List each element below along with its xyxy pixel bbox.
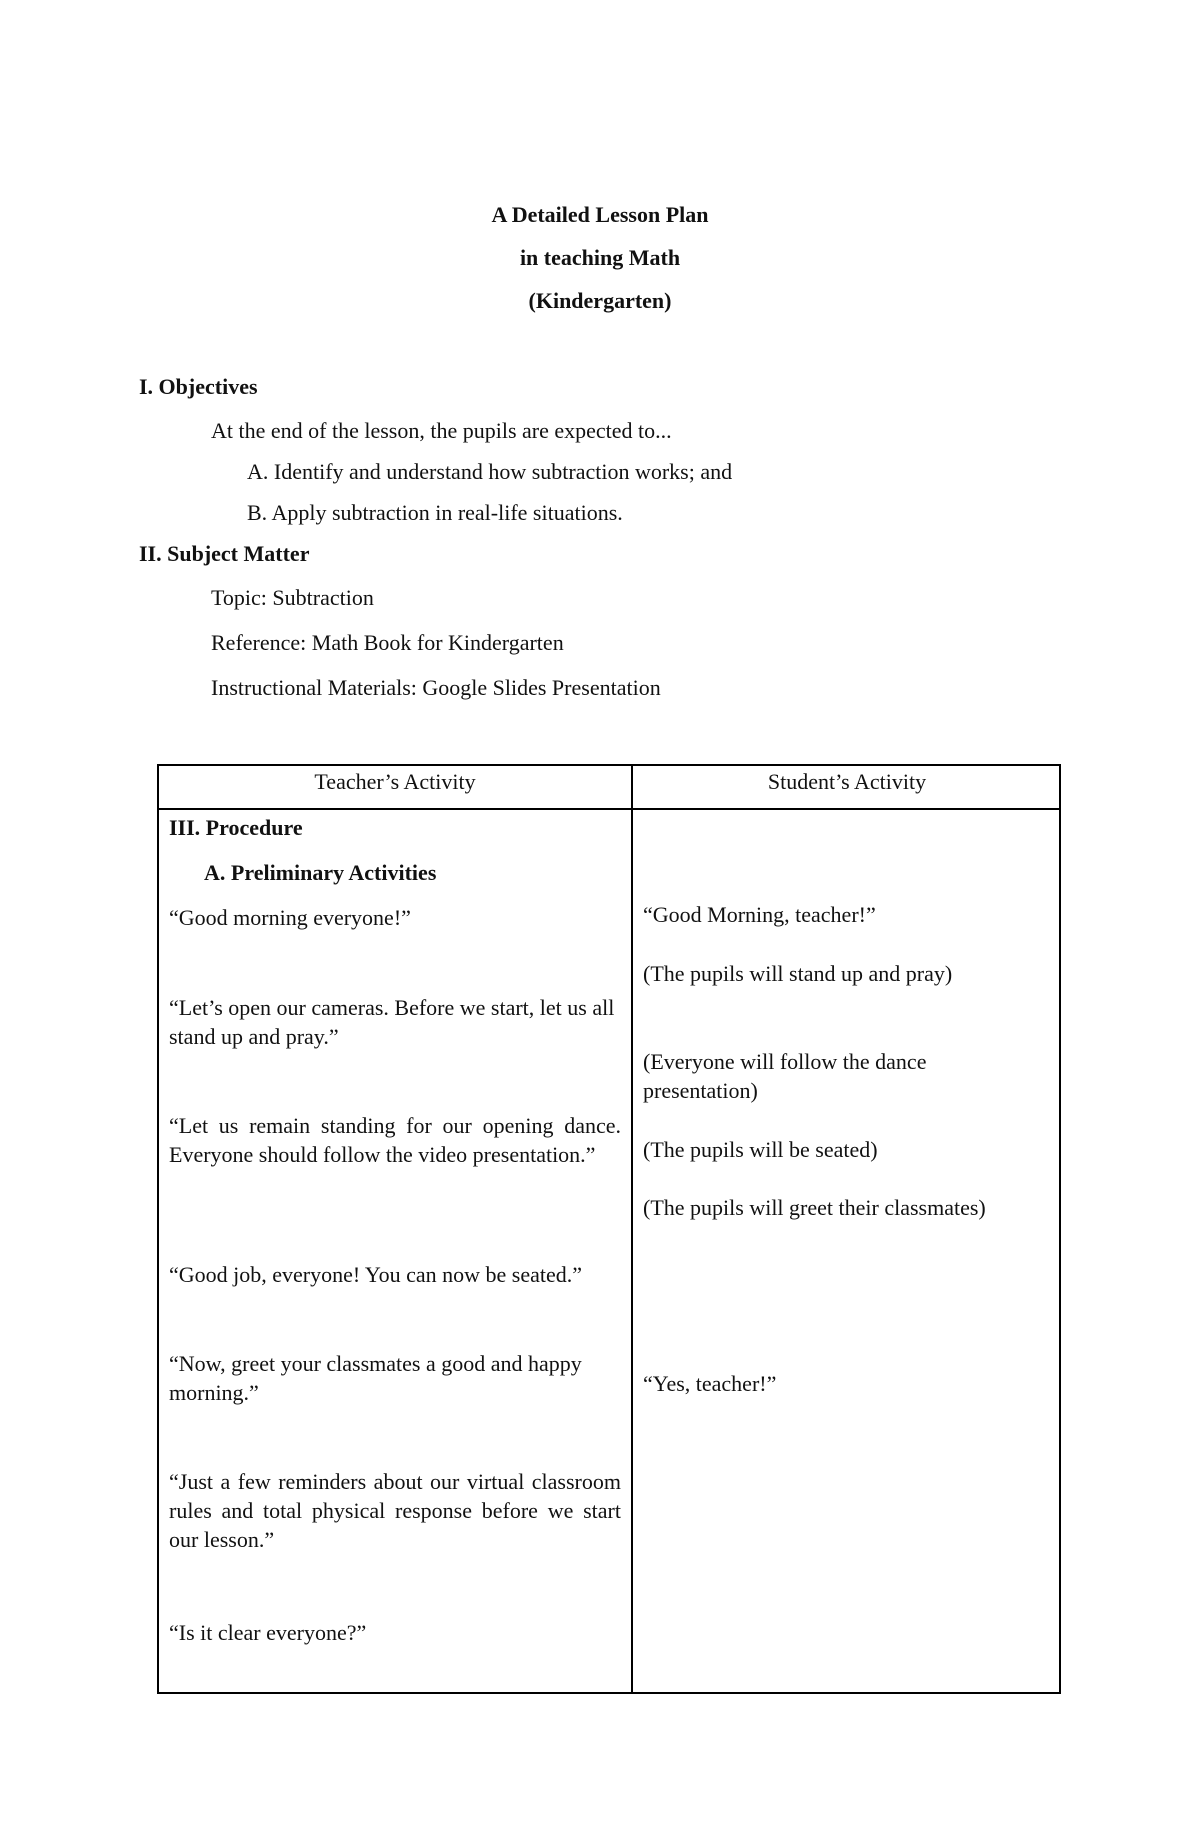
objectives-intro: At the end of the lesson, the pupils are expected to... (211, 418, 672, 443)
teacher-line: “Let us remain standing for our opening dance. Everyone should follow the video presentation.” (169, 1113, 621, 1167)
subject-reference: Reference: Math Book for Kindergarten (211, 630, 564, 655)
preliminary-activities-heading: A. Preliminary Activities (204, 860, 437, 885)
student-line: (Everyone will follow the dance presentation) (643, 1049, 927, 1103)
subject-matter-heading: II. Subject Matter (139, 541, 310, 566)
teacher-line: “Good job, everyone! You can now be seated.” (169, 1262, 582, 1287)
teacher-line: “Just a few reminders about our virtual classroom rules and total physical response before we start our lesson.” (169, 1469, 621, 1552)
table-column-divider (631, 766, 633, 1692)
student-line: (The pupils will greet their classmates) (643, 1195, 986, 1220)
procedure-heading: III. Procedure (169, 815, 303, 840)
teacher-line: “Let’s open our cameras. Before we start, let us all stand up and pray.” (169, 995, 615, 1049)
header-student-activity: Student’s Activity (767, 769, 927, 794)
subject-materials: Instructional Materials: Google Slides Presentation (211, 675, 661, 700)
teacher-line: “Good morning everyone!” (169, 905, 411, 930)
document-title: A Detailed Lesson Plan (491, 202, 709, 227)
student-line: “Yes, teacher!” (643, 1371, 777, 1396)
grade-level: (Kindergarten) (528, 288, 672, 313)
subject-topic: Topic: Subtraction (211, 585, 374, 610)
objective-item: A. Identify and understand how subtraction works; and (247, 459, 733, 484)
document-subtitle: in teaching Math (519, 245, 681, 270)
student-line: (The pupils will be seated) (643, 1137, 878, 1162)
teacher-line: “Now, greet your classmates a good and happy morning.” (169, 1351, 582, 1405)
student-line: (The pupils will stand up and pray) (643, 961, 953, 986)
objective-item: B. Apply subtraction in real-life situations. (247, 500, 623, 525)
teacher-line: “Is it clear everyone?” (169, 1620, 367, 1645)
procedure-table (157, 764, 1061, 1694)
student-line: “Good Morning, teacher!” (643, 902, 876, 927)
header-teacher-activity: Teacher’s Activity (314, 769, 476, 794)
table-header-divider (159, 808, 1059, 810)
objectives-heading: I. Objectives (139, 374, 258, 399)
